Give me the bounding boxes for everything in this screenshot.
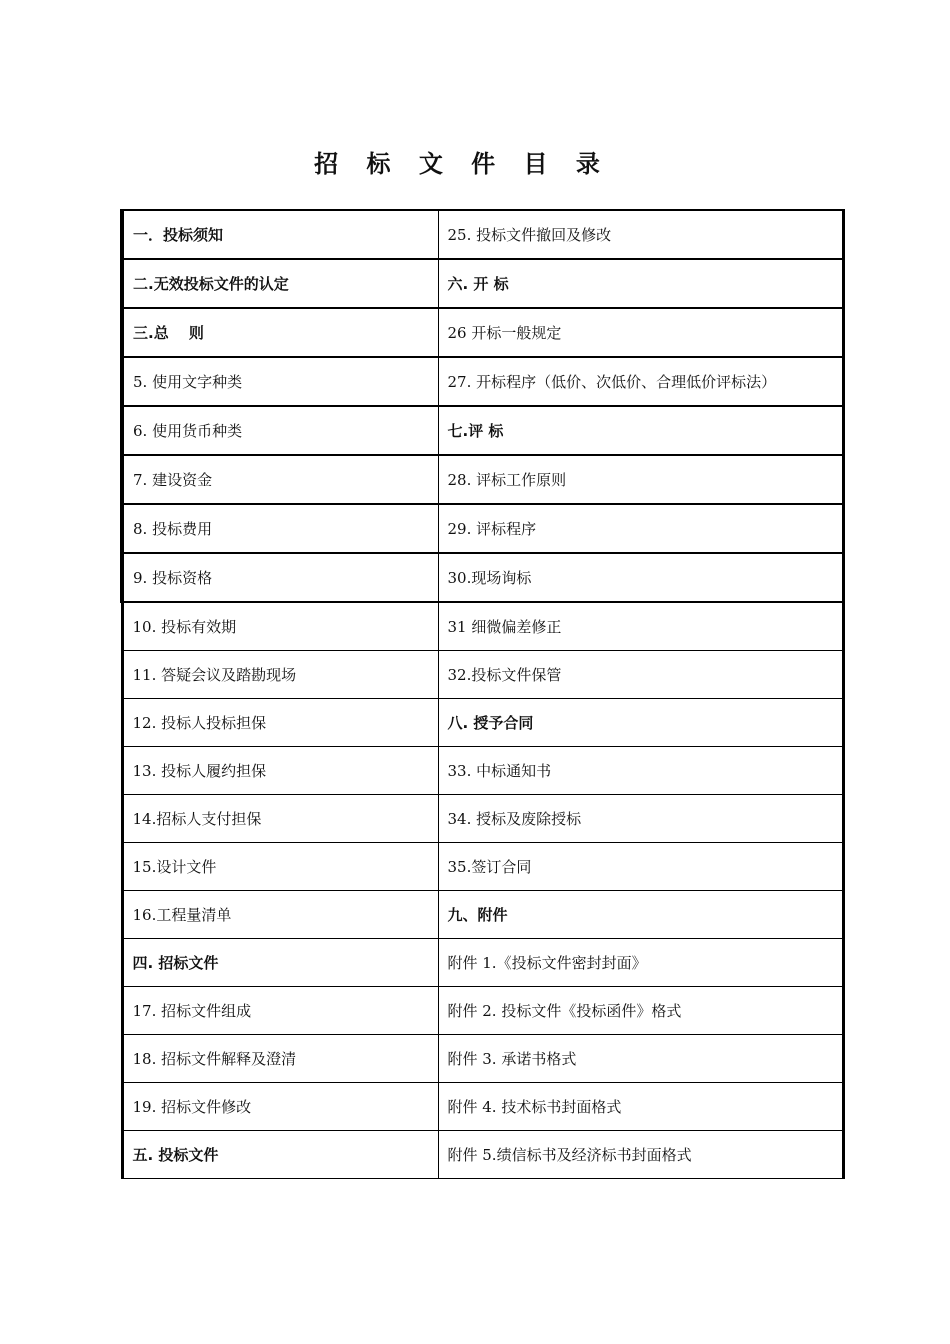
toc-entry-right: 九、附件	[438, 891, 843, 939]
toc-entry-right: 27. 开标程序（低价、次低价、合理低价评标法）	[438, 357, 843, 406]
toc-entry-left: 四. 招标文件	[122, 939, 438, 987]
toc-entry-left: 一．投标须知	[122, 210, 438, 259]
toc-row	[122, 504, 843, 553]
toc-entry-right: 32.投标文件保管	[438, 651, 843, 699]
toc-entry-left: 10. 投标有效期	[122, 602, 438, 651]
toc-entry-left: 14.招标人支付担保	[122, 795, 438, 843]
toc-entry-right: 附件 1.《投标文件密封封面》	[438, 939, 843, 987]
toc-entry-left: 8. 投标费用	[122, 504, 438, 553]
toc-entry-left: 7. 建设资金	[122, 455, 438, 504]
toc-row	[122, 357, 843, 406]
toc-entry-right: 附件 2. 投标文件《投标函件》格式	[438, 987, 843, 1035]
toc-entry-left: 二.无效投标文件的认定	[122, 259, 438, 308]
toc-row	[122, 455, 843, 504]
toc-row	[122, 987, 843, 1035]
toc-entry-right: 31 细微偏差修正	[438, 602, 843, 651]
toc-row	[122, 939, 843, 987]
toc-entry-left: 16.工程量清单	[122, 891, 438, 939]
toc-entry-right: 六. 开 标	[438, 259, 843, 308]
toc-row	[122, 843, 843, 891]
toc-entry-left: 11. 答疑会议及踏勘现场	[122, 651, 438, 699]
toc-entry-left: 五. 投标文件	[122, 1131, 438, 1179]
toc-entry-right: 29. 评标程序	[438, 504, 843, 553]
toc-row	[122, 308, 843, 357]
page-title: 招 标 文 件 目 录	[314, 150, 610, 178]
toc-row	[122, 651, 843, 699]
toc-entry-right: 33. 中标通知书	[438, 747, 843, 795]
toc-entry-left: 9. 投标资格	[122, 553, 438, 602]
toc-row	[122, 406, 843, 455]
toc-row	[122, 553, 843, 602]
toc-row	[122, 699, 843, 747]
toc-row	[122, 1083, 843, 1131]
toc-row	[122, 1035, 843, 1083]
toc-entry-right: 七.评 标	[438, 406, 843, 455]
toc-row	[122, 259, 843, 308]
toc-entry-left: 6. 使用货币种类	[122, 406, 438, 455]
toc-entry-right: 附件 4. 技术标书封面格式	[438, 1083, 843, 1131]
toc-row	[122, 210, 843, 259]
toc-entry-right: 34. 授标及废除授标	[438, 795, 843, 843]
toc-entry-right: 28. 评标工作原则	[438, 455, 843, 504]
toc-table	[120, 209, 845, 1179]
toc-body	[122, 210, 843, 1179]
toc-row	[122, 602, 843, 651]
toc-row	[122, 1131, 843, 1179]
toc-entry-left: 5. 使用文字种类	[122, 357, 438, 406]
toc-row	[122, 795, 843, 843]
toc-entry-left: 17. 招标文件组成	[122, 987, 438, 1035]
toc-row	[122, 891, 843, 939]
toc-entry-right: 八. 授予合同	[438, 699, 843, 747]
toc-entry-right: 附件 5.绩信标书及经济标书封面格式	[438, 1131, 843, 1179]
toc-entry-left: 三.总 则	[122, 308, 438, 357]
toc-entry-right: 30.现场询标	[438, 553, 843, 602]
toc-entry-left: 18. 招标文件解释及澄清	[122, 1035, 438, 1083]
toc-entry-left: 13. 投标人履约担保	[122, 747, 438, 795]
toc-entry-right: 25. 投标文件撤回及修改	[438, 210, 843, 259]
toc-entry-left: 19. 招标文件修改	[122, 1083, 438, 1131]
toc-entry-right: 26 开标一般规定	[438, 308, 843, 357]
toc-entry-left: 15.设计文件	[122, 843, 438, 891]
toc-entry-right: 附件 3. 承诺书格式	[438, 1035, 843, 1083]
toc-entry-left: 12. 投标人投标担保	[122, 699, 438, 747]
toc-row	[122, 747, 843, 795]
toc-entry-right: 35.签订合同	[438, 843, 843, 891]
